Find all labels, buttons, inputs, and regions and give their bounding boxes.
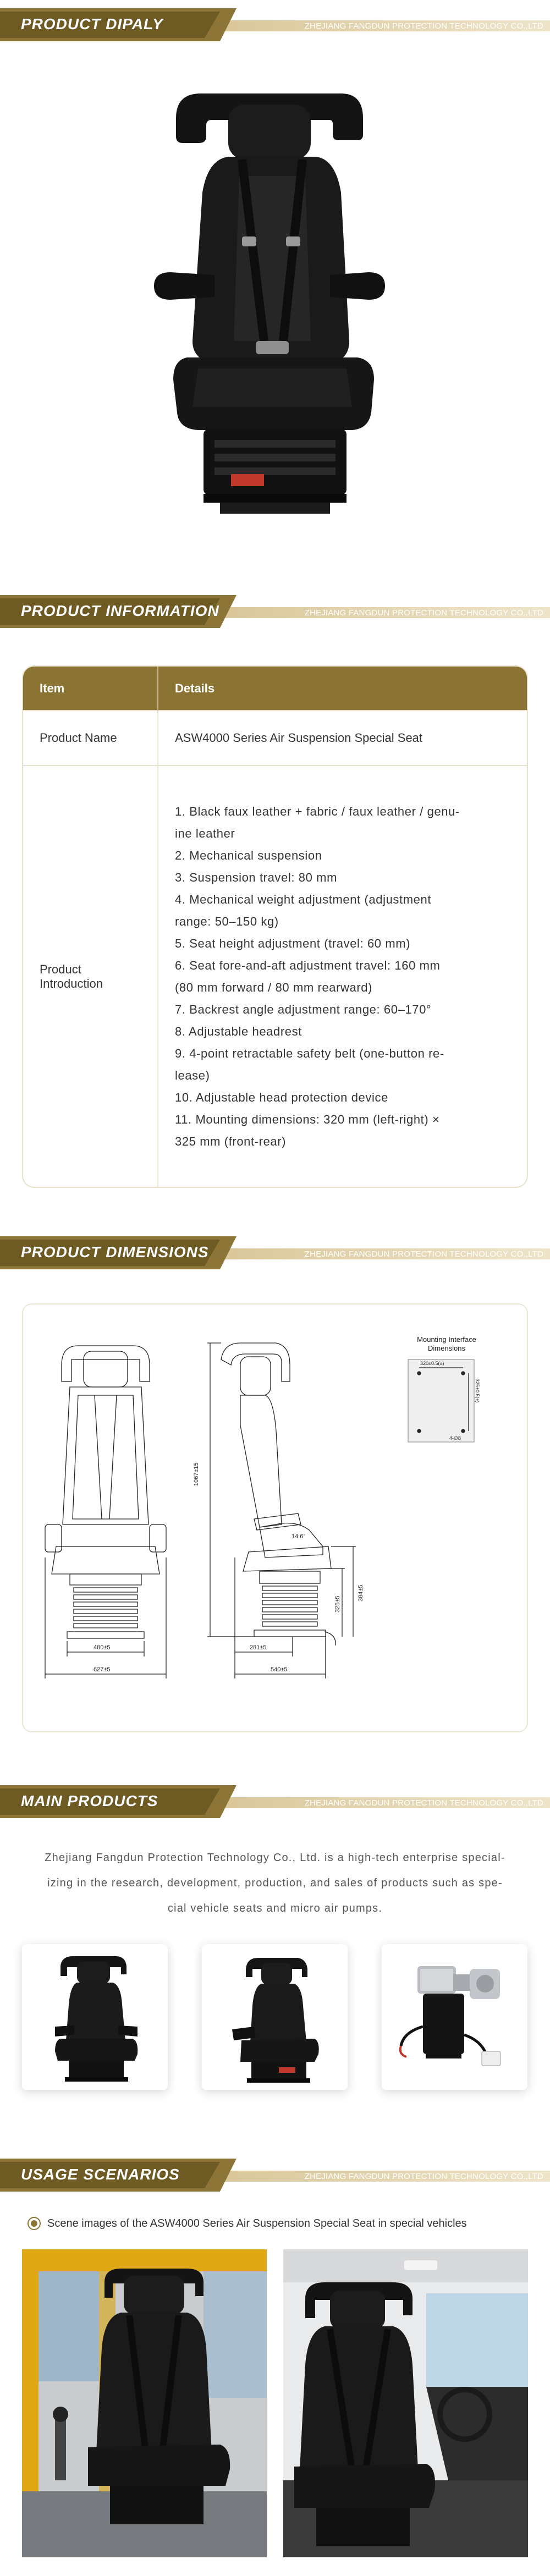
intro-line: lease) — [175, 1068, 210, 1082]
section-title: PRODUCT DIPALY — [21, 15, 163, 32]
dim-label: 14.6° — [292, 1533, 306, 1540]
intro-line: 5. Seat height adjustment (travel: 60 mm) — [175, 936, 411, 950]
intro-line: (80 mm forward / 80 mm rearward) — [175, 980, 373, 994]
dim-label: 540±5 — [271, 1666, 288, 1673]
section-banner-usage — [0, 2159, 550, 2192]
intro-line: 9. 4-point retractable safety belt (one-button re- — [175, 1046, 444, 1060]
section-banner-display — [0, 8, 550, 41]
header-item: Item — [23, 667, 158, 711]
dim-label: 627±5 — [94, 1666, 111, 1673]
description-line: izing in the research, development, production, and sales of products such as spe- — [47, 1877, 503, 1889]
dim-label: 325±0.5(±) — [475, 1379, 480, 1403]
intro-line: range: 50–150 kg) — [175, 914, 279, 928]
inset-title: Dimensions — [428, 1344, 465, 1352]
dim-label: 1067±15 — [193, 1462, 200, 1486]
company-name: ZHEJIANG FANGDUN PROTECTION TECHNOLOGY CO.,LTD — [304, 1798, 543, 1808]
intro-line: 4. Mechanical weight adjustment (adjustment — [175, 892, 432, 906]
usage-caption: Scene images of the ASW4000 Series Air Suspension Special Seat in special vehicles — [47, 2217, 467, 2230]
section-title: MAIN PRODUCTS — [21, 1792, 158, 1809]
section-banner-dimensions — [0, 1236, 550, 1269]
table-row — [23, 766, 527, 1187]
table-row — [23, 711, 527, 766]
description-line: Zhejiang Fangdun Protection Technology Co., Ltd. is a high-tech enterprise special- — [45, 1852, 505, 1864]
scene-photo-van-interior — [283, 2249, 528, 2557]
section-title: PRODUCT INFORMATION — [21, 602, 219, 619]
section-title: PRODUCT DIMENSIONS — [21, 1243, 209, 1261]
dim-label: 480±5 — [94, 1644, 111, 1651]
inset-title: Mounting Interface — [417, 1335, 476, 1344]
product-intro-label — [23, 766, 158, 1187]
dim-label: 384±5 — [358, 1584, 364, 1601]
product-intro-value — [158, 766, 527, 1187]
product-name-label: Product Name — [23, 711, 158, 766]
dim-label: 4-∅8 — [449, 1435, 461, 1441]
intro-line: 10. Adjustable head protection device — [175, 1090, 388, 1104]
product-name-value: ASW4000 Series Air Suspension Special Seat — [158, 711, 527, 766]
intro-line: ine leather — [175, 826, 235, 840]
company-name: ZHEJIANG FANGDUN PROTECTION TECHNOLOGY CO.,LTD — [304, 21, 543, 31]
dim-label: 281±5 — [250, 1644, 267, 1651]
company-name: ZHEJIANG FANGDUN PROTECTION TECHNOLOGY CO.,LTD — [304, 608, 543, 618]
section-title: USAGE SCENARIOS — [21, 2166, 180, 2183]
dimension-drawing — [22, 1303, 528, 1732]
company-name: ZHEJIANG FANGDUN PROTECTION TECHNOLOGY CO.,LTD — [304, 2172, 543, 2181]
intro-line: 7. Backrest angle adjustment range: 60–170° — [175, 1002, 432, 1016]
intro-line: 8. Adjustable headrest — [175, 1024, 302, 1038]
intro-label-line: Introduction — [40, 976, 103, 990]
product-card-air-pump — [382, 1944, 527, 2090]
description-line: cial vehicle seats and micro air pumps. — [167, 1902, 383, 1914]
section-banner-information — [0, 595, 550, 628]
product-photo — [138, 82, 402, 544]
section-banner-main-products — [0, 1785, 550, 1818]
front-view — [45, 1346, 166, 1678]
intro-line: 1. Black faux leather + fabric / faux leather / genu- — [175, 804, 460, 818]
usage-caption-row — [28, 2215, 467, 2232]
dim-label: 320±0.5(±) — [420, 1361, 444, 1366]
dim-label: 325±5 — [334, 1595, 341, 1612]
intro-line: 11. Mounting dimensions: 320 mm (left-right) × — [175, 1112, 440, 1126]
side-view — [193, 1343, 364, 1678]
scene-photo-truck-cab — [22, 2249, 267, 2557]
intro-line: 325 mm (front-rear) — [175, 1134, 287, 1148]
intro-line: 3. Suspension travel: 80 mm — [175, 870, 338, 884]
company-name: ZHEJIANG FANGDUN PROTECTION TECHNOLOGY CO.,LTD — [304, 1250, 543, 1259]
company-description — [33, 1845, 517, 1921]
header-details: Details — [158, 667, 527, 711]
product-card-seat — [22, 1944, 168, 2090]
intro-label-line: Product — [40, 962, 81, 976]
bullet-icon — [28, 2217, 41, 2230]
product-info-table — [22, 665, 528, 1188]
intro-line: 6. Seat fore-and-aft adjustment travel: 160 mm — [175, 958, 441, 972]
product-card-seat-alt — [202, 1944, 348, 2090]
mounting-inset — [408, 1335, 480, 1442]
intro-line: 2. Mechanical suspension — [175, 848, 322, 862]
